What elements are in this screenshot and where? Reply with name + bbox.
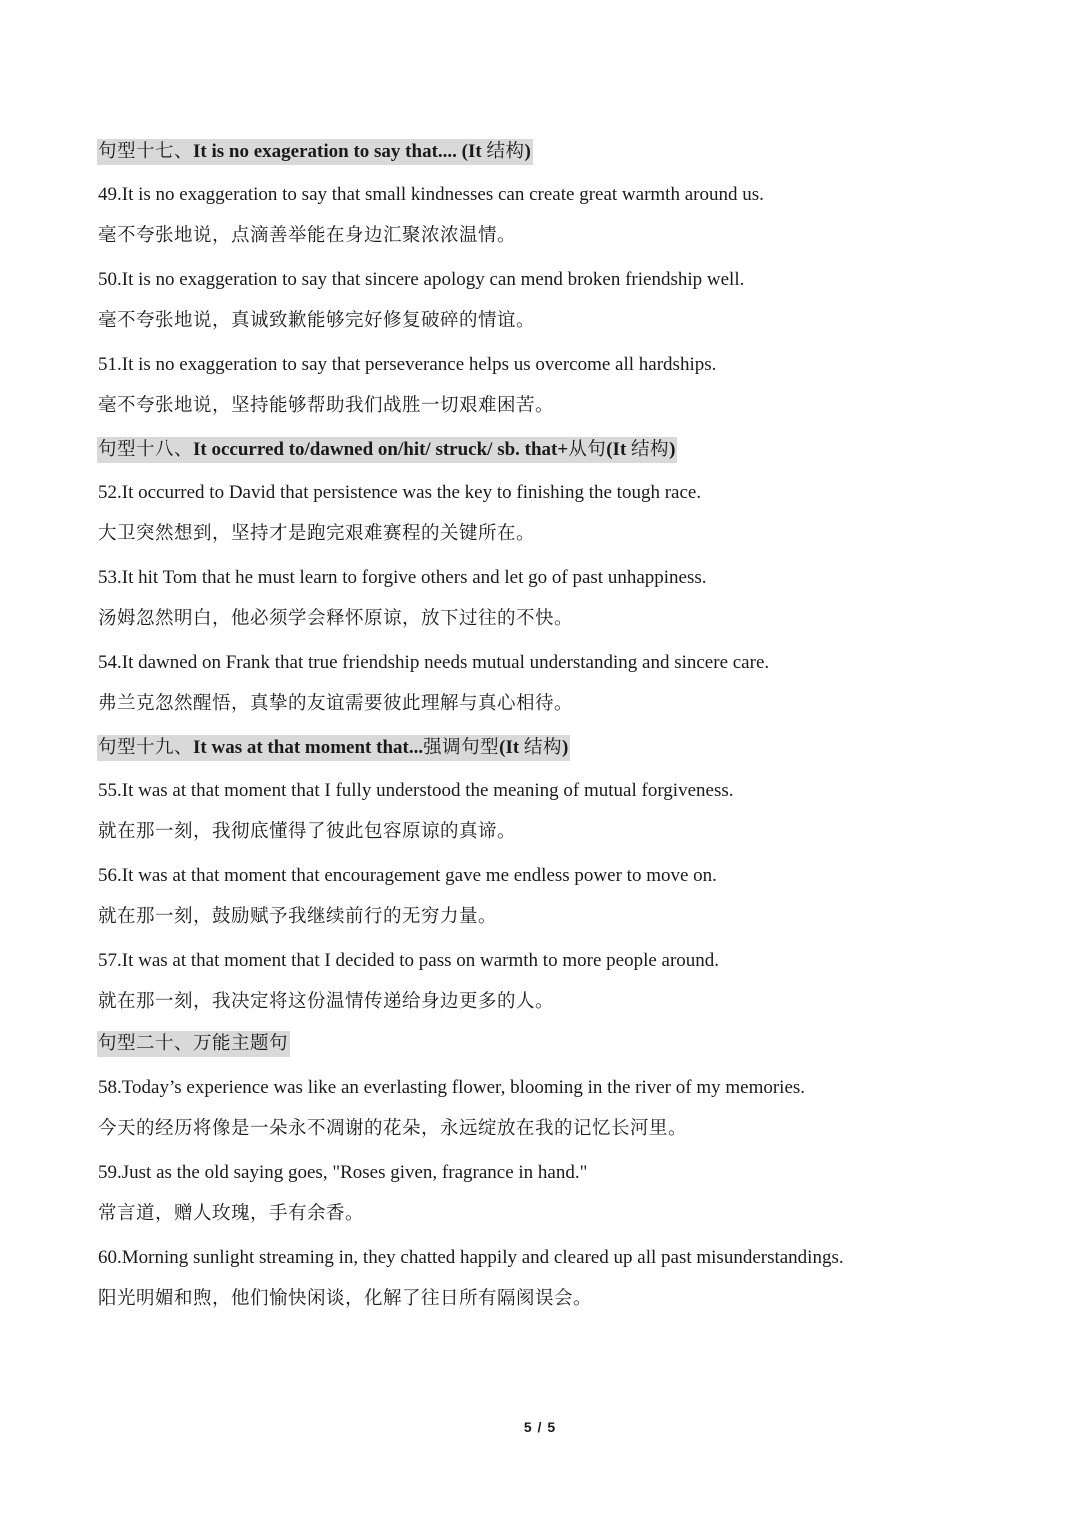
page-number: 5 / 5 [523, 1419, 557, 1435]
sentence-57-zh: 就在那一刻，我决定将这份温情传递给身边更多的人。 [98, 991, 555, 1012]
sentence-60-zh: 阳光明媚和煦，他们愉快闲谈，化解了往日所有隔阂误会。 [98, 1288, 593, 1309]
sentence-59-zh: 常言道，赠人玫瑰，手有余香。 [98, 1203, 365, 1224]
sentence-54-en: 54.It dawned on Frank that true friendship needs mutual understanding and sincere care. [98, 652, 770, 673]
heading-prefix: 句型十八、 [98, 439, 194, 460]
sentence-49-zh: 毫不夸张地说，点滴善举能在身边汇聚浓浓温情。 [98, 225, 517, 246]
sentence-50-zh: 毫不夸张地说，真诚致歉能够完好修复破碎的情谊。 [98, 310, 536, 331]
heading-close: ) [524, 141, 531, 162]
sentence-51-zh: 毫不夸张地说，坚持能够帮助我们战胜一切艰难困苦。 [98, 395, 555, 416]
heading-bold-text-2: (It [606, 439, 632, 460]
sentence-57-en: 57.It was at that moment that I decided to pass on warmth to more people around. [98, 950, 720, 971]
heading-prefix: 句型十九、 [98, 737, 194, 758]
heading-bold-text-2: (It [499, 737, 524, 758]
sentence-56-zh: 就在那一刻，鼓励赋予我继续前行的无穷力量。 [98, 906, 498, 927]
sentence-54-zh: 弗兰克忽然醒悟，真挚的友谊需要彼此理解与真心相待。 [98, 693, 574, 714]
heading-close: ) [669, 439, 676, 460]
heading-structure-label: 结构 [631, 439, 670, 460]
section-heading-19 [97, 735, 570, 761]
heading-mid-label: 从句 [568, 439, 607, 460]
sentence-50-en: 50.It is no exaggeration to say that sincere apology can mend broken friendship well. [98, 269, 745, 290]
heading-structure-label: 结构 [486, 141, 525, 162]
sentence-51-en: 51.It is no exaggeration to say that perseverance helps us overcome all hardships. [98, 354, 717, 375]
sentence-58-zh: 今天的经历将像是一朵永不凋谢的花朵，永远绽放在我的记忆长河里。 [98, 1118, 688, 1139]
heading-structure-label: 结构 [523, 737, 562, 758]
sentence-52-en: 52.It occurred to David that persistence was the key to finishing the tough race. [98, 482, 702, 503]
section-heading-20: 句型二十、万能主题句 [97, 1031, 290, 1057]
heading-bold-text: It is no exageration to say that.... (It [193, 141, 487, 162]
sentence-56-en: 56.It was at that moment that encouragement gave me endless power to move on. [98, 865, 717, 886]
sentence-52-zh: 大卫突然想到，坚持才是跑完艰难赛程的关键所在。 [98, 523, 536, 544]
sentence-60-en: 60.Morning sunlight streaming in, they chatted happily and cleared up all past misunderstandings. [98, 1247, 844, 1268]
heading-prefix: 句型十七、 [98, 141, 194, 162]
sentence-53-en: 53.It hit Tom that he must learn to forgive others and let go of past unhappiness. [98, 567, 707, 588]
heading-close: ) [561, 737, 569, 758]
sentence-55-en: 55.It was at that moment that I fully understood the meaning of mutual forgiveness. [98, 780, 734, 801]
sentence-55-zh: 就在那一刻，我彻底懂得了彼此包容原谅的真谛。 [98, 821, 517, 842]
heading-mid-label: 强调句型 [423, 737, 500, 758]
heading-bold-text: It occurred to/dawned on/hit/ struck/ sb. that+ [193, 439, 569, 460]
section-heading-18 [97, 437, 677, 463]
sentence-49-en: 49.It is no exaggeration to say that small kindnesses can create great warmth around us. [98, 184, 764, 205]
sentence-59-en: 59.Just as the old saying goes, "Roses given, fragrance in hand." [98, 1162, 588, 1183]
heading-bold-text: It was at that moment that... [193, 737, 424, 758]
sentence-53-zh: 汤姆忽然明白，他必须学会释怀原谅，放下过往的不快。 [98, 608, 574, 629]
section-heading-17 [97, 139, 533, 165]
sentence-58-en: 58.Today’s experience was like an everlasting flower, blooming in the river of my memories. [98, 1077, 806, 1098]
